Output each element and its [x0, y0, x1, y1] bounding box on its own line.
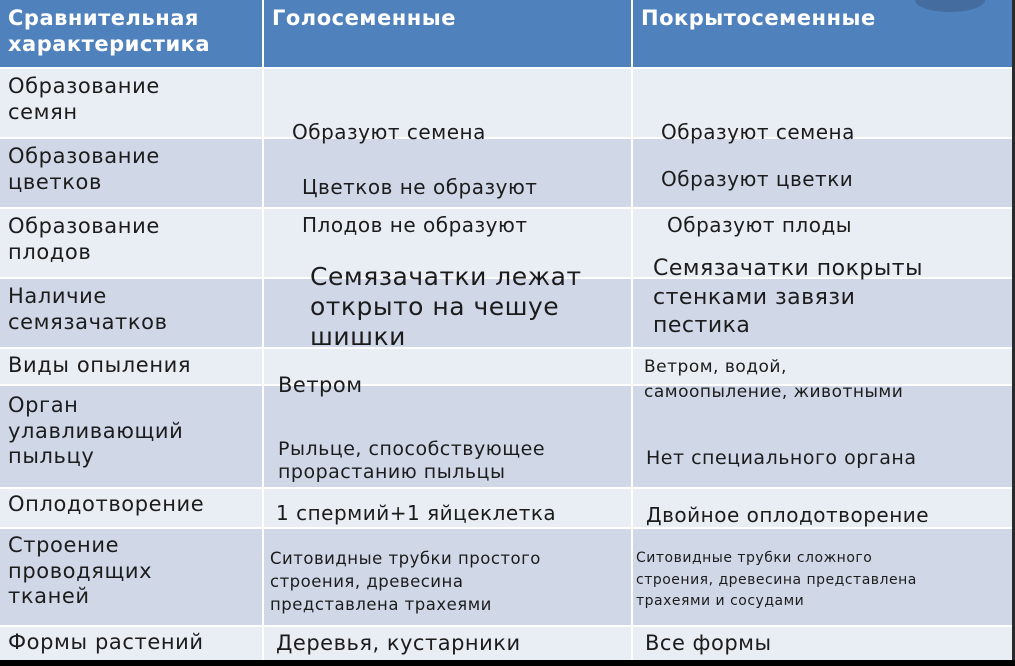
row-label-pollination — [8, 353, 191, 379]
text-line: трахеями и сосудами — [636, 593, 805, 610]
row-divider — [0, 67, 1015, 69]
row-label-flowers — [8, 144, 160, 195]
row-label-tissue — [8, 533, 152, 610]
header-line: Сравнительная — [8, 6, 199, 30]
label-line: семязачатков — [8, 309, 168, 334]
label-line: семян — [8, 99, 78, 124]
label-line: плодов — [8, 239, 92, 264]
text-line: шишки — [310, 322, 406, 351]
column-divider — [631, 0, 633, 661]
angio-organ: Нет специального органа — [646, 447, 917, 469]
header-angiosperms: Покрытосеменные — [641, 6, 876, 30]
column-divider — [262, 0, 264, 661]
text-line: Семязачатки покрыты — [653, 256, 923, 281]
label-line: пыльцу — [8, 444, 95, 469]
angio-pollination — [644, 355, 903, 404]
row-label-pollen-organ — [8, 393, 183, 470]
label-line: Формы растений — [8, 630, 204, 654]
text-line: открыто на чешуе — [310, 292, 560, 321]
row-label-forms — [8, 630, 204, 656]
label-line: тканей — [8, 584, 90, 609]
row-divider — [0, 207, 1015, 209]
text-line: строения, древесина представлена — [636, 571, 917, 588]
angio-ovules — [653, 255, 923, 341]
label-line: Виды опыления — [8, 353, 192, 377]
row-divider — [0, 625, 1015, 627]
row-label-fruits — [8, 214, 160, 265]
gymno-forms: Деревья, кустарники — [276, 631, 521, 655]
header-gymnosperms: Голосеменные — [272, 6, 456, 30]
label-line: Образование — [8, 214, 160, 238]
angio-seeds: Образуют семена — [661, 120, 855, 144]
row-divider — [0, 487, 1015, 489]
text-line: самоопыление, животными — [644, 381, 904, 402]
label-line: Образование — [8, 144, 160, 168]
label-line: проводящих — [8, 558, 153, 583]
label-line: Строение — [8, 533, 120, 557]
gymno-fertilization: 1 спермий+1 яйцеклетка — [276, 501, 557, 525]
label-line: Образование — [8, 74, 160, 98]
header-line: характеристика — [8, 31, 211, 56]
angio-flowers: Образуют цветки — [661, 167, 854, 191]
angio-forms: Все формы — [645, 631, 772, 655]
text-line: Ситовидные трубки сложного — [636, 550, 873, 566]
text-line: Ветром, водой, — [644, 357, 787, 377]
label-line: улавливающий — [8, 418, 184, 443]
text-line: прорастанию пыльцы — [278, 461, 506, 484]
gymno-pollination: Ветром — [278, 373, 363, 397]
text-line: стенками завязи — [653, 284, 856, 310]
angio-fruits: Образуют плоды — [667, 213, 853, 237]
gymno-flowers: Цветков не образуют — [302, 175, 538, 199]
text-line: Ситовидные трубки простого — [270, 549, 541, 568]
gymno-organ — [278, 438, 545, 484]
label-line: Наличие — [8, 284, 107, 308]
header-characteristic — [8, 6, 210, 57]
label-line: цветков — [8, 169, 102, 194]
label-line: Оплодотворение — [8, 492, 205, 516]
text-line: Рыльце, способствующее — [278, 438, 546, 460]
row-divider — [0, 137, 1015, 139]
label-line: Орган — [8, 393, 79, 417]
gymno-fruits: Плодов не образуют — [302, 213, 528, 237]
row-label-ovules — [8, 284, 168, 335]
gymno-tissue — [270, 547, 541, 616]
text-line: представлена трахеями — [270, 595, 492, 615]
text-line: пестика — [653, 313, 751, 339]
angio-fertilization: Двойное оплодотворение — [646, 503, 930, 527]
text-line: строения, древесина — [270, 572, 464, 592]
gymno-seeds: Образуют семена — [292, 120, 486, 144]
gymno-ovules — [310, 262, 582, 352]
angio-tissue — [636, 548, 917, 613]
row-label-seeds — [8, 74, 160, 125]
row-label-fertilization — [8, 492, 204, 518]
text-line: Семязачатки лежат — [310, 262, 582, 291]
bottom-bar — [0, 660, 1015, 666]
